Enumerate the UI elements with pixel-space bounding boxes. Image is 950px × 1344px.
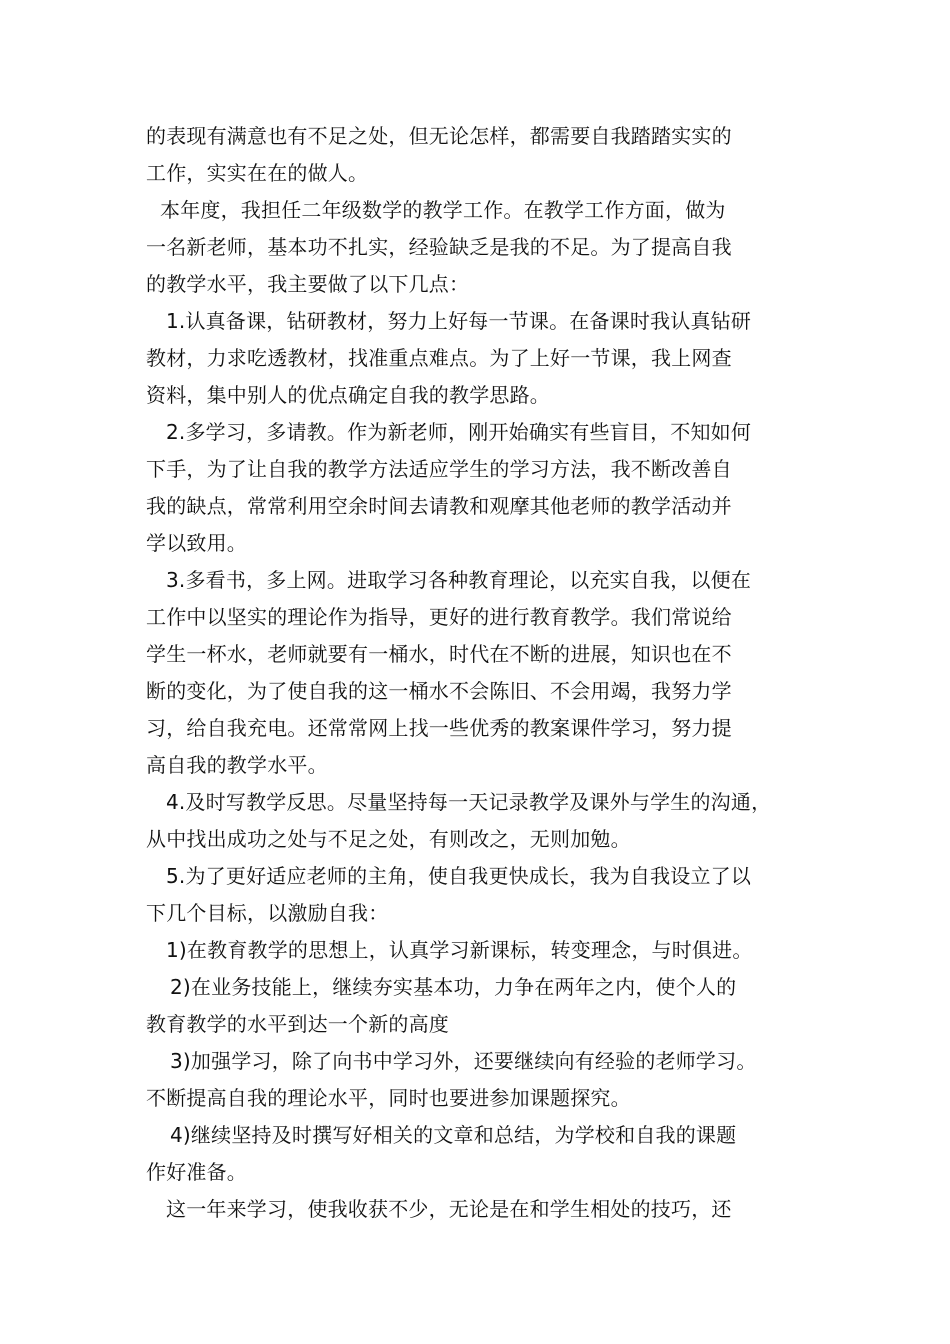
paragraph-start-line: 这一年来学习，使我收获不少，无论是在和学生相处的技巧，还 [166,1197,732,1221]
sub-item-1-line: 1)在教育教学的思想上，认真学习新课标，转变理念，与时俱进。 [166,938,753,962]
text-line: 工作，实实在在的做人。 [146,161,369,185]
list-item-3-line: 3.多看书，多上网。进取学习各种教育理论，以充实自我，以便在 [166,568,752,592]
text-line: 教材，力求吃透教材，找准重点难点。为了上好一节课，我上网查 [146,346,732,370]
list-item-1-line: 1.认真备课，钻研教材，努力上好每一节课。在备课时我认真钻研 [166,309,752,333]
text-line: 作好准备。 [146,1160,247,1184]
text-line: 的表现有满意也有不足之处，但无论怎样，都需要自我踏踏实实的 [146,124,732,148]
text-line: 一名新老师，基本功不扎实，经验缺乏是我的不足。为了提高自我 [146,235,732,259]
document-body [146,118,826,1228]
text-line: 学以致用。 [146,531,247,555]
sub-item-3-line: 3)加强学习，除了向书中学习外，还要继续向有经验的老师学习。 [170,1049,757,1073]
text-line: 工作中以坚实的理论作为指导，更好的进行教育教学。我们常说给 [146,605,732,629]
sub-item-2-line: 2)在业务技能上，继续夯实基本功，力争在两年之内，使个人的 [170,975,737,999]
list-item-4-line: 4.及时写教学反思。尽量坚持每一天记录教学及课外与学生的沟通， [166,790,772,814]
text-line: 教育教学的水平到达一个新的高度 [146,1012,449,1036]
sub-item-4-line: 4)继续坚持及时撰写好相关的文章和总结，为学校和自我的课题 [170,1123,737,1147]
list-item-2-line: 2.多学习，多请教。作为新老师，刚开始确实有些盲目，不知如何 [166,420,752,444]
text-line: 从中找出成功之处与不足之处，有则改之，无则加勉。 [146,827,631,851]
text-line: 的教学水平，我主要做了以下几点： [146,272,470,296]
text-line: 不断提高自我的理论水平，同时也要进参加课题探究。 [146,1086,631,1110]
text-line: 下几个目标，以激励自我： [146,901,389,925]
text-line: 断的变化，为了使自我的这一桶水不会陈旧、不会用竭，我努力学 [146,679,732,703]
paragraph-start-line: 本年度，我担任二年级数学的教学工作。在教学工作方面，做为 [160,198,726,222]
text-line: 高自我的教学水平。 [146,753,328,777]
list-item-5-line: 5.为了更好适应老师的主角，使自我更快成长，我为自我设立了以 [166,864,752,888]
text-line: 资料，集中别人的优点确定自我的教学思路。 [146,383,550,407]
text-line: 我的缺点，常常利用空余时间去请教和观摩其他老师的教学活动并 [146,494,732,518]
text-line: 下手，为了让自我的教学方法适应学生的学习方法，我不断改善自 [146,457,732,481]
text-line: 学生一杯水，老师就要有一桶水，时代在不断的进展，知识也在不 [146,642,732,666]
text-line: 习，给自我充电。还常常网上找一些优秀的教案课件学习，努力提 [146,716,732,740]
